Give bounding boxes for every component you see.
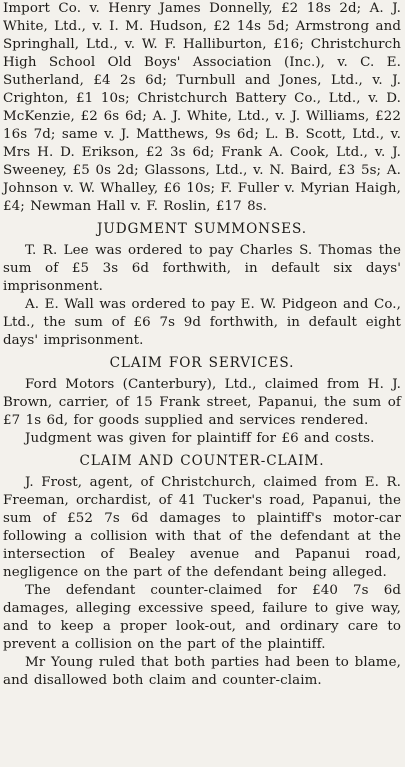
opening-paragraph: Import Co. v. Henry James Donnelly, £2 18s 2d; A. J. White, Ltd., v. I. M. Hudson, £2 14s 5d; Armstrong and Springhall, Ltd., v. W. F. Halliburton, £16; Christchurch High School Old Boys' Association (Inc.), v. C. E. Sutherland, £4 2s 6d; Turnbull and Jones, Ltd., v. J. Crighton, £1 10s; Christchurch Battery Co., Ltd., v. D. McKenzie, £2 6s 6d; A. J. White, Ltd., v. J. Williams, £22 16s 7d; same v. J. Matthews, 9s 6d; L. B. Scott, Ltd., v. Mrs H. D. Erikson, £2 3s 6d; Frank A. Cook, Ltd., v. J. Sweeney, £5 0s 2d; Glassons, Ltd., v. N. Baird, £3 5s; A. Johnson v. W. Whalley, £6 10s; F. Fuller v. Myrian Haigh, £4; Newman Hall v. F. Roslin, £17 8s. <box>3 1 401 214</box>
section-judgment-summonses <box>3 220 401 350</box>
paragraph: A. E. Wall was ordered to pay E. W. Pidgeon and Co., Ltd., the sum of £6 7s 9d forthwith, in default eight days' imprisonment. <box>3 297 401 348</box>
section-heading: CLAIM AND COUNTER-CLAIM. <box>79 453 325 469</box>
paragraph: Mr Young ruled that both parties had been to blame, and disallowed both claim and counter-claim. <box>3 655 401 688</box>
section-claim-and-counter-claim <box>3 452 401 690</box>
paragraph: The defendant counter-claimed for £40 7s 6d damages, alleging excessive speed, failure to give way, and to keep a proper look-out, and ordinary care to prevent a collision on the part of the plaintiff. <box>3 583 401 652</box>
paragraph: Ford Motors (Canterbury), Ltd., claimed from H. J. Brown, carrier, of 15 Frank street, Papanui, the sum of £7 1s 6d, for goods supplied and services rendered. <box>3 377 401 428</box>
section-heading: JUDGMENT SUMMONSES. <box>97 221 307 237</box>
newspaper-column <box>3 0 401 690</box>
paragraph: Judgment was given for plaintiff for £6 and costs. <box>25 431 375 446</box>
paragraph: J. Frost, agent, of Christchurch, claimed from E. R. Freeman, orchardist, of 41 Tucker's road, Papanui, the sum of £52 7s 6d damages to plaintiff's motor-car following a collision with that of the defendant at the intersection of Bealey avenue and Papanui road, negligence on the part of the defendant being alleged. <box>3 475 401 580</box>
section-claim-for-services <box>3 354 401 448</box>
section-heading: CLAIM FOR SERVICES. <box>109 355 295 371</box>
paragraph: T. R. Lee was ordered to pay Charles S. Thomas the sum of £5 3s 6d forthwith, in default six days' imprisonment. <box>3 243 401 294</box>
